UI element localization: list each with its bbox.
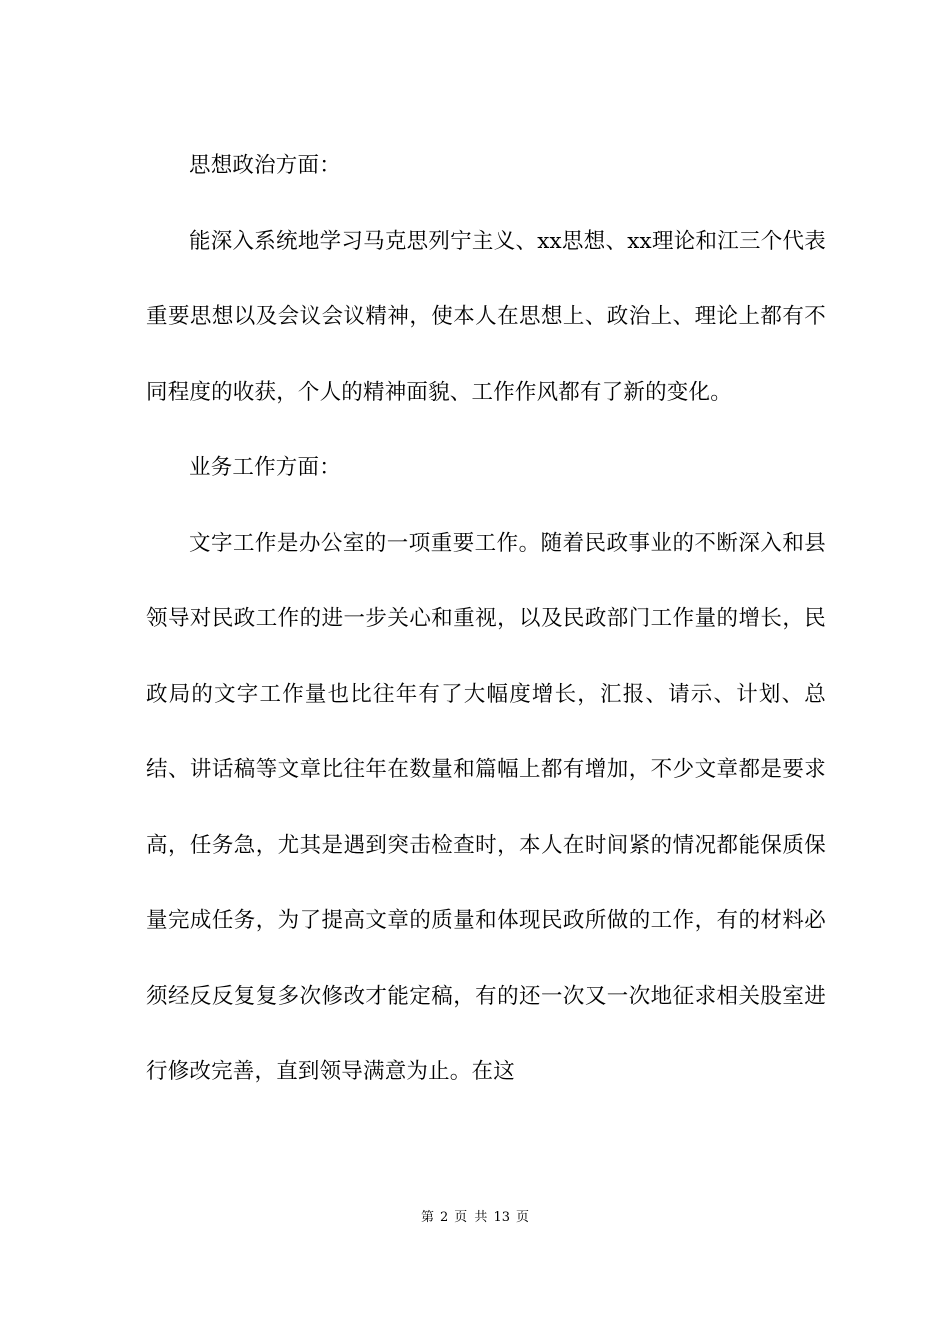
footer-current-page: 2: [440, 1210, 449, 1225]
section-heading-business: 业务工作方面：: [189, 455, 341, 480]
document-body: [146, 128, 826, 1110]
footer-prefix: 第: [421, 1210, 435, 1225]
paragraph-writing-work: 文字工作是办公室的一项重要工作。随着民政事业的不断深入和县领导对民政工作的进一步关心和重视，以及民政部门工作量的增长，民政局的文字工作量也比往年有了大幅度增长，汇报、请示、计划、总结、讲话稿等文章比往年在数量和篇幅上都有增加，不少文章都是要求高，任务急，尤其是遇到突击检查时，本人在时间紧的情况都能保质保量完成任务，为了提高文章的质量和体现民政所做的工作，有的材料必须经反反复复多次修改才能定稿，有的还一次又一次地征求相关股室进行修改完善，直到领导满意为止。在这: [146, 530, 826, 1084]
footer-total-pages: 13: [493, 1210, 510, 1225]
footer-middle: 页 共: [454, 1210, 488, 1225]
section-heading-political: 思想政治方面：: [189, 153, 341, 178]
paragraph-political-study: 能深入系统地学习马克思列宁主义、xx思想、xx理论和江三个代表重要思想以及会议会议精神，使本人在思想上、政治上、理论上都有不同程度的收获，个人的精神面貌、工作作风都有了新的变化。: [146, 228, 826, 405]
footer-suffix: 页: [515, 1210, 529, 1225]
page-footer: [0, 1210, 950, 1226]
